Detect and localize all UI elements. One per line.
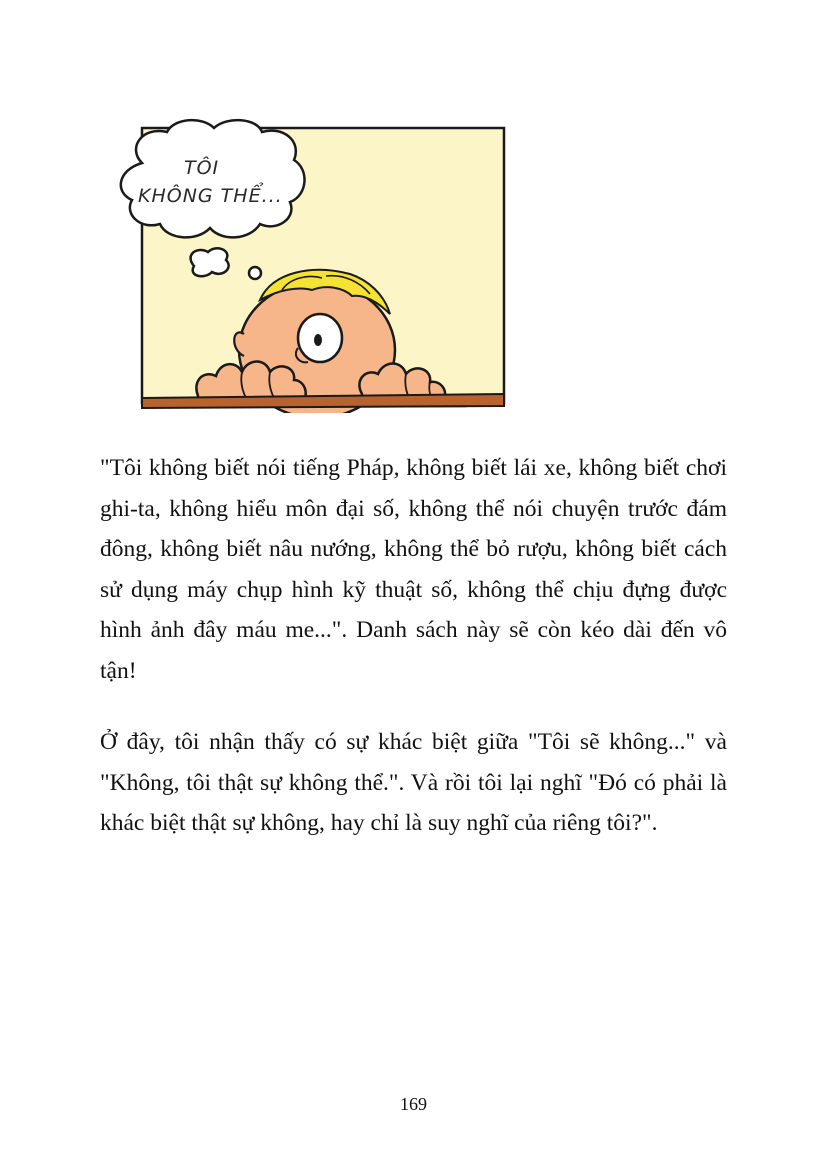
thought-bubble-medium (191, 248, 229, 276)
thought-text-line1: TÔI (184, 157, 220, 179)
paragraph-1: "Tôi không biết nói tiếng Pháp, không biết lái xe, không biết chơi ghi-ta, không hiểu môn đại số, không thể nói chuyện trước đám đông, không biết nâu nướng, không thể bỏ rượu, không biết cách sử dụng máy chụp hình kỹ thuật số, không thể chịu đựng được hình ảnh đây máu me...". Danh sách này sẽ còn kéo dài đến vô tận! (100, 455, 727, 684)
thought-bubble-small (249, 267, 261, 279)
thought-text-line2: KHÔNG THỂ... (138, 185, 283, 207)
paragraph-2: Ở đây, tôi nhận thấy có sự khác biệt giữa "Tôi sẽ không..." và "Không, tôi thật sự không thể.". Và rồi tôi lại nghĩ "Đó có phải là khác biệt thật sự không, hay chỉ là suy nghĩ của riêng tôi?". (100, 729, 727, 836)
comic-panel (112, 118, 512, 413)
page-number: 169 (400, 1094, 427, 1114)
comic-illustration (112, 118, 512, 413)
character-pupil (314, 334, 322, 346)
